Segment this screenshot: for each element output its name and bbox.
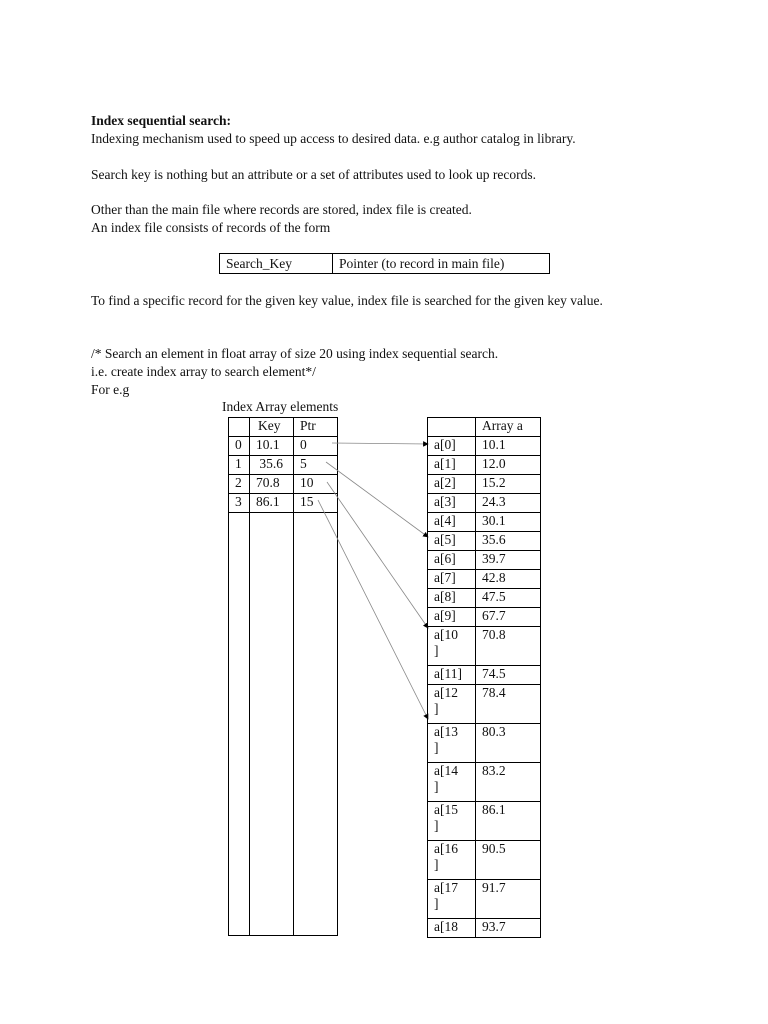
table-row [428,532,541,551]
array-index-cell: a[7] [428,570,476,589]
array-value-cell: 67.7 [476,608,541,627]
array-index-cell: a[11] [428,666,476,685]
table-row [229,456,338,475]
array-index-cell: a[5] [428,532,476,551]
array-value-cell: 35.6 [476,532,541,551]
form-cell-search-key: Search_Key [220,254,333,274]
index-cell: 10.1 [250,437,294,456]
index-cell: 86.1 [250,494,294,513]
table-row [428,919,541,938]
table-row [428,570,541,589]
array-index-cell: a[4] [428,513,476,532]
table-row [229,437,338,456]
array-value-cell: 39.7 [476,551,541,570]
array-index-cell: a[8] [428,589,476,608]
array-header-cell [428,418,476,437]
comment-line-1: /* Search an element in float array of size 20 using index sequential search. [91,346,499,361]
index-header-cell [229,418,250,437]
empty-cell [250,513,294,936]
table-row [428,437,541,456]
array-value-cell: 12.0 [476,456,541,475]
array-value-cell: 42.8 [476,570,541,589]
index-header-cell: Key [250,418,294,437]
index-cell: 70.8 [250,475,294,494]
paragraph-find-record: To find a specific record for the given key value, index file is searched for the given key value. [91,293,603,308]
table-row [428,763,541,802]
array-value-cell: 15.2 [476,475,541,494]
array-index-cell: a[0] [428,437,476,456]
table-row [428,456,541,475]
array-index-cell: a[13 ] [428,724,476,763]
table-row [428,666,541,685]
array-value-cell: 86.1 [476,802,541,841]
array-value-cell: 74.5 [476,666,541,685]
form-cell-pointer: Pointer (to record in main file) [333,254,550,274]
pointer-arrow-10 [327,482,428,628]
array-value-cell: 80.3 [476,724,541,763]
table-row [428,880,541,919]
array-index-cell: a[14 ] [428,763,476,802]
index-cell: 3 [229,494,250,513]
array-value-cell: 93.7 [476,919,541,938]
array-index-cell: a[16 ] [428,841,476,880]
empty-row [229,513,338,936]
array-header-cell: Array a [476,418,541,437]
array-index-cell: a[3] [428,494,476,513]
table-row [428,589,541,608]
table-row [428,685,541,724]
index-array-table [228,417,338,936]
index-cell: 2 [229,475,250,494]
for-example-label: For e.g [91,382,130,397]
array-index-cell: a[17 ] [428,880,476,919]
array-index-cell: a[9] [428,608,476,627]
index-cell: 1 [229,456,250,475]
array-header-row [428,418,541,437]
paragraph-main-file: Other than the main file where records are stored, index file is created. [91,202,472,217]
index-cell: 5 [294,456,338,475]
table-row [428,802,541,841]
empty-cell [229,513,250,936]
table-row [428,494,541,513]
empty-cell [294,513,338,936]
table-row [428,841,541,880]
table-row [428,724,541,763]
array-value-cell: 83.2 [476,763,541,802]
array-value-cell: 90.5 [476,841,541,880]
paragraph-search-key: Search key is nothing but an attribute or a set of attributes used to look up records. [91,167,537,182]
array-index-cell: a[10 ] [428,627,476,666]
index-cell: 10 [294,475,338,494]
table-row [428,608,541,627]
table-row [428,627,541,666]
index-cell: 15 [294,494,338,513]
pointer-arrow-0 [332,443,428,444]
paragraph-indexing: Indexing mechanism used to speed up access to desired data. e.g author catalog in library. [91,131,576,146]
index-header-cell: Ptr [294,418,338,437]
array-value-cell: 91.7 [476,880,541,919]
index-array-caption: Index Array elements [222,399,339,414]
array-index-cell: a[15 ] [428,802,476,841]
record-form-table [219,253,550,274]
pointer-arrow-5 [326,462,428,537]
array-value-cell: 30.1 [476,513,541,532]
table-row [428,551,541,570]
array-value-cell: 47.5 [476,589,541,608]
table-row [428,475,541,494]
array-index-cell: a[6] [428,551,476,570]
array-index-cell: a[2] [428,475,476,494]
array-value-cell: 10.1 [476,437,541,456]
array-a-table [427,417,541,938]
paragraph-index-file: An index file consists of records of the form [91,220,331,235]
index-header-row [229,418,338,437]
table-row [229,494,338,513]
array-index-cell: a[12 ] [428,685,476,724]
array-index-cell: a[1] [428,456,476,475]
page-heading: Index sequential search: [91,113,232,128]
index-cell: 0 [294,437,338,456]
table-row [229,475,338,494]
index-cell: 0 [229,437,250,456]
array-value-cell: 24.3 [476,494,541,513]
array-index-cell: a[18 [428,919,476,938]
array-value-cell: 70.8 [476,627,541,666]
table-row [428,513,541,532]
comment-line-2: i.e. create index array to search element*/ [91,364,316,379]
index-cell: 35.6 [250,456,294,475]
array-value-cell: 78.4 [476,685,541,724]
